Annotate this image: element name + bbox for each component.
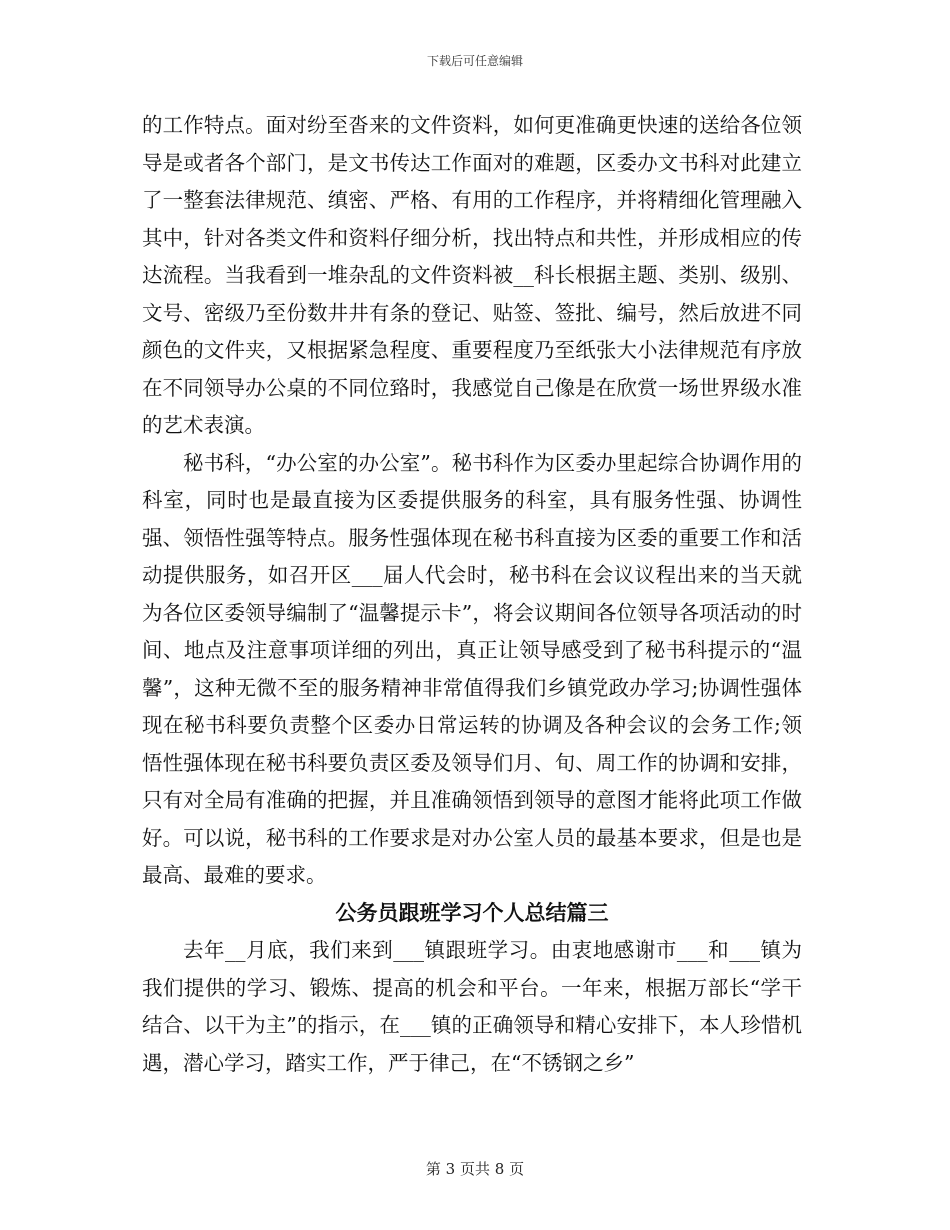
page-header: 下载后可任意编辑 (426, 54, 523, 68)
page-number: 第 3 页共 8 页 (425, 1160, 525, 1178)
document-body (142, 107, 802, 1082)
section-title: 公务员跟班学习个人总结篇三 (335, 900, 609, 925)
paragraph-3: 去年__月底，我们来到___镇跟班学习。由衷地感谢市___和___镇为我们提供的学习、锻炼、提高的机会和平台。一年来，根据万部长“学干结合、以干为主”的指示，在___镇的正确领导和精心安排下，本人珍惜机遇，潜心学习，踏实工作，严于律己，在“不锈钢之乡” (142, 938, 802, 1075)
paragraph-1: 的工作特点。面对纷至沓来的文件资料，如何更准确更快速的送给各位领导是或者各个部门，是文书传达工作面对的难题，区委办文书科对此建立了一整套法律规范、缜密、严格、有用的工作程序，并将精细化管理融入其中，针对各类文件和资料仔细分析，找出特点和共性，并形成相应的传达流程。当我看到一堆杂乱的文件资料被__科长根据主题、类别、级别、文号、密级乃至份数井井有条的登记、贴签、签批、编号，然后放进不同颜色的文件夹，又根据紧急程度、重要程度乃至纸张大小法律规范有序放在不同领导办公桌的不同位臵时，我感觉自己像是在欣赏一场世界级水准的艺术表演。 (142, 113, 802, 437)
paragraph-2: 秘书科，“办公室的办公室”。秘书科作为区委办里起综合协调作用的科室，同时也是最直接为区委提供服务的科室，具有服务性强、协调性强、领悟性强等特点。服务性强体现在秘书科直接为区委的重要工作和活动提供服务，如召开区___届人代会时，秘书科在会议议程出来的当天就为各位区委领导编制了“温馨提示卡”，将会议期间各位领导各项活动的时间、地点及注意事项详细的列出，真正让领导感受到了秘书科提示的“温馨”，这种无微不至的服务精神非常值得我们乡镇党政办学习;协调性强体现在秘书科要负责整个区委办日常运转的协调及各种会议的会务工作;领悟性强体现在秘书科要负责区委及领导们月、旬、周工作的协调和安排，只有对全局有准确的把握，并且准确领悟到领导的意图才能将此项工作做好。可以说，秘书科的工作要求是对办公室人员的最基本要求，但是也是最高、最难的要求。 (142, 450, 802, 887)
